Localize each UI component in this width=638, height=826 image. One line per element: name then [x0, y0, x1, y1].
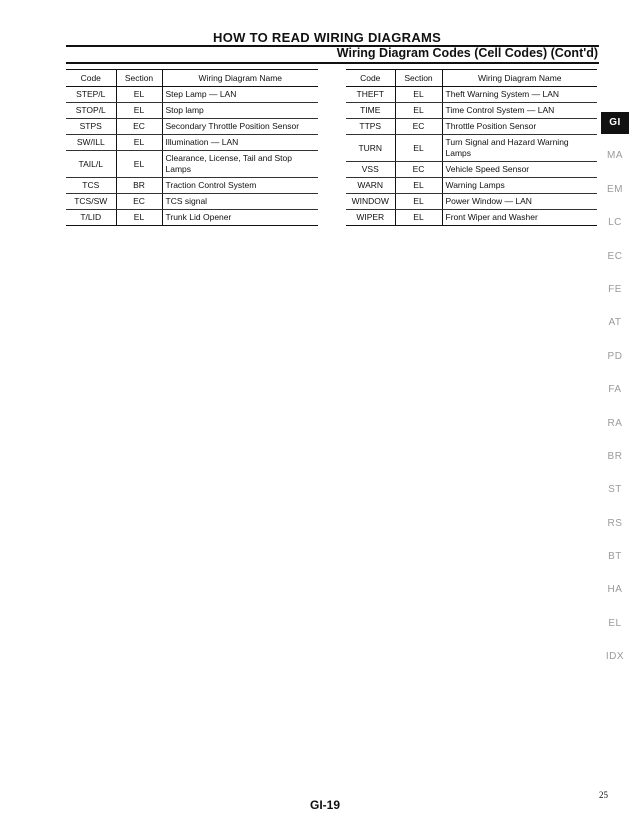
cell-codes-table-right: [346, 69, 597, 226]
table-row: [66, 178, 318, 194]
header-code: Code: [346, 70, 395, 87]
section-tab-ha[interactable]: HA: [607, 584, 623, 596]
page-subtitle: Wiring Diagram Codes (Cell Codes) (Cont'd): [336, 46, 598, 60]
table-header-row: [346, 70, 597, 87]
table-header-row: [66, 70, 318, 87]
table-row: [66, 135, 318, 151]
cell-section: EC: [395, 162, 442, 178]
section-tab-fe[interactable]: FE: [608, 283, 622, 295]
cell-section: EL: [116, 151, 162, 178]
cell-code: TIME: [346, 103, 395, 119]
section-tab-rs[interactable]: RS: [607, 517, 623, 529]
table-row: [346, 119, 597, 135]
cell-name: Vehicle Speed Sensor: [442, 162, 597, 178]
section-tab-el[interactable]: EL: [608, 617, 622, 629]
cell-section: EL: [395, 178, 442, 194]
cell-name: Step Lamp — LAN: [162, 87, 318, 103]
cell-section: EC: [116, 194, 162, 210]
cell-section: BR: [116, 178, 162, 194]
header-name: Wiring Diagram Name: [162, 70, 318, 87]
section-tab-lc[interactable]: LC: [608, 217, 622, 229]
cell-code: THEFT: [346, 87, 395, 103]
table-row: [66, 103, 318, 119]
header-section: Section: [395, 70, 442, 87]
cell-section: EC: [116, 119, 162, 135]
table-row: [346, 135, 597, 162]
cell-code: STOP/L: [66, 103, 116, 119]
table-row: [346, 87, 597, 103]
page-title: HOW TO READ WIRING DIAGRAMS: [213, 30, 442, 45]
section-tab-st[interactable]: ST: [608, 484, 622, 496]
cell-section: EL: [395, 103, 442, 119]
table-row: [346, 162, 597, 178]
cell-code: WIPER: [346, 210, 395, 226]
cell-name: TCS signal: [162, 194, 318, 210]
table-row: [66, 194, 318, 210]
cell-name: Traction Control System: [162, 178, 318, 194]
section-tab-em[interactable]: EM: [607, 183, 623, 195]
table-row: [66, 210, 318, 226]
section-tab-ec[interactable]: EC: [607, 250, 623, 262]
section-tab-strip: [601, 112, 629, 680]
section-tab-bt[interactable]: BT: [608, 551, 622, 563]
cell-name: Illumination — LAN: [162, 135, 318, 151]
page-label: GI-19: [310, 798, 341, 812]
cell-name: Power Window — LAN: [442, 194, 597, 210]
section-tab-ma[interactable]: MA: [607, 150, 623, 162]
cell-section: EL: [395, 194, 442, 210]
cell-code: VSS: [346, 162, 395, 178]
cell-section: EL: [116, 135, 162, 151]
section-tab-at[interactable]: AT: [608, 317, 622, 329]
cell-section: EC: [395, 119, 442, 135]
cell-name: Turn Signal and Hazard Warning Lamps: [442, 135, 597, 162]
header-code: Code: [66, 70, 116, 87]
section-tab-pd[interactable]: PD: [607, 350, 623, 362]
table-row: [346, 194, 597, 210]
cell-code: TCS/SW: [66, 194, 116, 210]
cell-code: TURN: [346, 135, 395, 162]
table-row: [66, 119, 318, 135]
cell-code: TCS: [66, 178, 116, 194]
cell-name: Trunk Lid Opener: [162, 210, 318, 226]
cell-section: EL: [395, 135, 442, 162]
title-rule-bottom: [66, 62, 599, 64]
table-row: [346, 178, 597, 194]
cell-code: TTPS: [346, 119, 395, 135]
cell-section: EL: [395, 87, 442, 103]
cell-code: SW/ILL: [66, 135, 116, 151]
cell-section: EL: [116, 103, 162, 119]
section-tab-fa[interactable]: FA: [608, 384, 622, 396]
cell-code: T/LID: [66, 210, 116, 226]
cell-code: WARN: [346, 178, 395, 194]
cell-name: Front Wiper and Washer: [442, 210, 597, 226]
cell-codes-table-left: [66, 69, 318, 226]
header-section: Section: [116, 70, 162, 87]
cell-name: Stop lamp: [162, 103, 318, 119]
cell-section: EL: [116, 210, 162, 226]
cell-name: Throttle Position Sensor: [442, 119, 597, 135]
page-number: 25: [599, 790, 608, 800]
cell-name: Secondary Throttle Position Sensor: [162, 119, 318, 135]
cell-section: EL: [116, 87, 162, 103]
section-tab-gi[interactable]: GI: [601, 112, 629, 134]
cell-code: WINDOW: [346, 194, 395, 210]
section-tab-idx[interactable]: IDX: [605, 651, 625, 663]
section-tab-ra[interactable]: RA: [607, 417, 623, 429]
table-row: [346, 103, 597, 119]
cell-code: TAIL/L: [66, 151, 116, 178]
header-name: Wiring Diagram Name: [442, 70, 597, 87]
cell-section: EL: [395, 210, 442, 226]
cell-name: Theft Warning System — LAN: [442, 87, 597, 103]
section-tab-br[interactable]: BR: [607, 450, 623, 462]
table-row: [66, 151, 318, 178]
cell-name: Warning Lamps: [442, 178, 597, 194]
table-row: [346, 210, 597, 226]
cell-code: STEP/L: [66, 87, 116, 103]
table-row: [66, 87, 318, 103]
cell-name: Clearance, License, Tail and Stop Lamps: [162, 151, 318, 178]
cell-name: Time Control System — LAN: [442, 103, 597, 119]
cell-code: STPS: [66, 119, 116, 135]
